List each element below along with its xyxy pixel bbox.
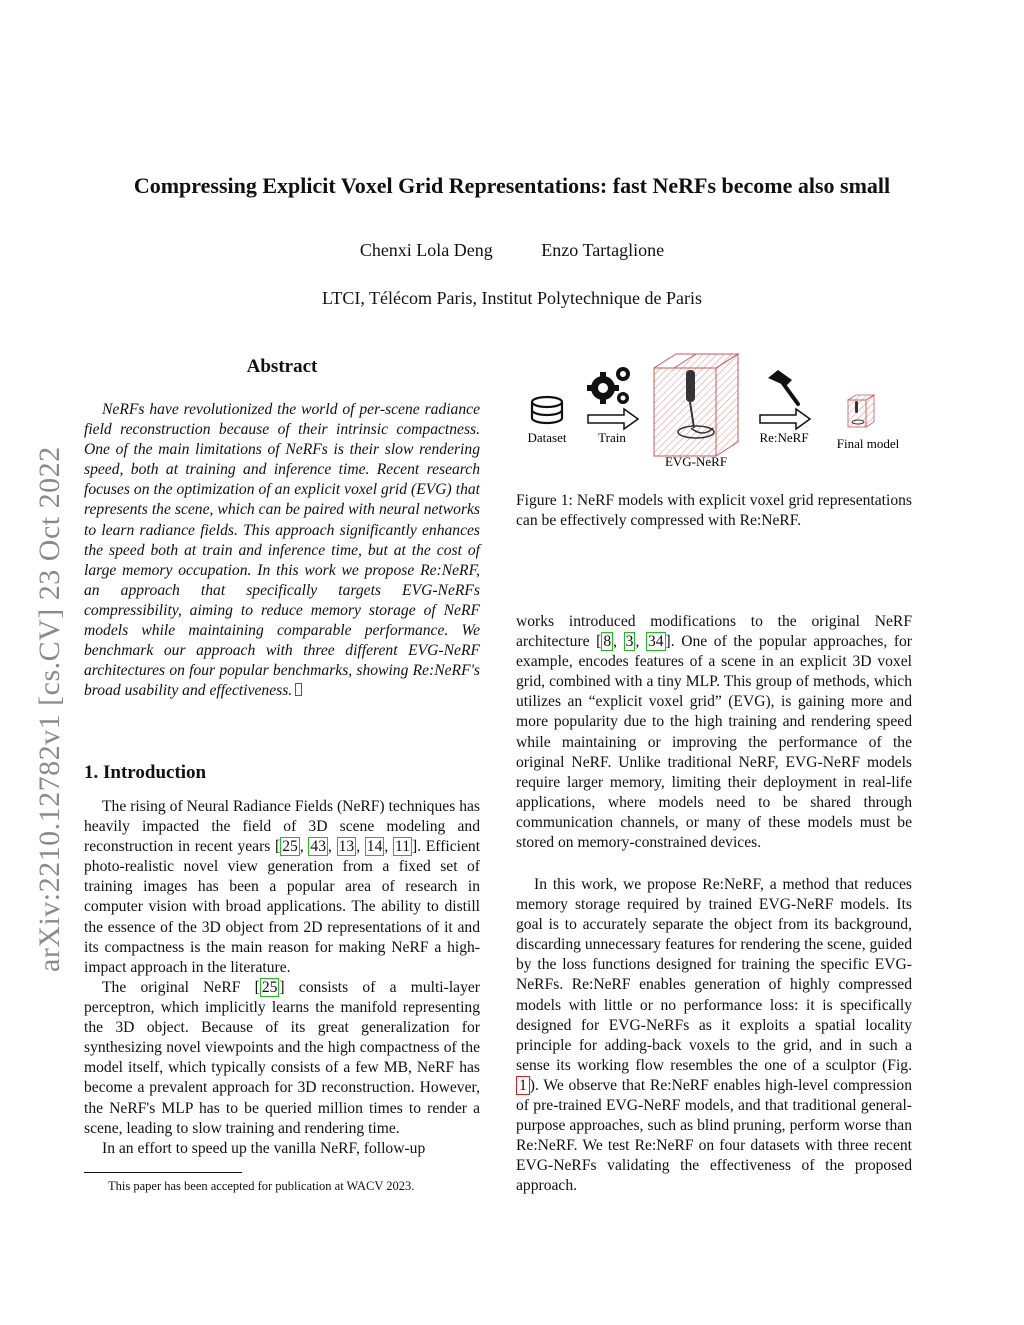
compressed-model-cube <box>848 395 874 427</box>
figure-1-diagram <box>516 350 916 475</box>
author-name: Chenxi Lola Deng <box>359 240 493 260</box>
right-paragraph-1: works introduced modifications to the original NeRF architecture [ 8 , 3 , 34 ]. One of the popular approaches, for example, encodes features of a scene in an explicit 3D voxel grid, combined with a tiny MLP. This group of methods, which utilizes an “explicit voxel grid” (EVG), is gaining more and more popularity due to the high training and rendering speed while maintaining or improving the performance of the original NeRF. Unlike traditional NeRF, EVG-NeRF models require larger memory, limiting their deployment in real-life applications, where models need to be shared through communication channels, or many of these models must be stored on memory-constrained devices. <box>516 613 912 852</box>
abstract-heading: Abstract <box>246 356 318 377</box>
figure-1 <box>516 350 916 475</box>
figure-label-dataset: Dataset <box>527 430 567 445</box>
right-paragraph-2: In this work, we propose Re:NeRF, a method that reduces memory storage required by trained EVG-NeRF models. Its goal is to accurately separate the object from its background, discarding unnecessary features for rendering the scene, guided by the loss functions designed for training the specific EVG-NeRFs. Re:NeRF enables generation of highly compressed models with little or no performance loss: it is specifically designed for EVG-NeRFs as it exploits a spatial locality principle for adding-back voxels to the grid, and in such a sense its working flow resembles the one of a sculptor (Fig. 1 ). We observe that Re:NeRF enables high-level compression of pre-trained EVG-NeRF models, and that traditional general-purpose approaches, such as blind pruning, perform worse than Re:NeRF. We test Re:NeRF on four datasets with three recent EVG-NeRFs validating the effectiveness of the proposed approach. <box>516 876 912 1195</box>
figure-1-caption: Figure 1: NeRF models with explicit voxel grid representations can be effectively compressed with Re:NeRF. <box>516 492 912 530</box>
footnote-text: This paper has been accepted for publication at WACV 2023. <box>108 1179 415 1193</box>
arrow-right-icon <box>588 409 638 429</box>
figure-label-final-model: Final model <box>836 436 900 451</box>
author-list <box>0 240 1024 261</box>
footnote-rule <box>84 1172 242 1173</box>
citation-link[interactable]: 34 <box>647 633 664 651</box>
arxiv-id: arXiv:2210.12782v1 [cs.CV] 23 Oct 2022 <box>33 446 66 972</box>
gears-icon <box>587 367 630 404</box>
abstract-text: NeRFs have revolutionized the world of per-scene radiance field reconstruction because of their intrinsic compactness. One of the main limitations of NeRFs is their slow rendering speed, both at training and inference time. Recent research focuses on the optimization of an explicit voxel grid (EVG) that represents the scene, which can be paired with neural networks to learn radiance fields. This approach significantly enhances the speed both at train and inference time, but at the cost of large memory occupation. In this work we propose Re:NeRF, an approach that specifically targets EVG-NeRFs compressibility, aiming to reduce memory storage of NeRF models while maintaining comparable performance. We benchmark our approach with three different EVG-NeRF architectures on four popular benchmarks, showing Re:NeRF's broad usability and effectiveness. <box>84 401 480 700</box>
abstract-body <box>84 400 480 701</box>
citation-link[interactable]: 8 <box>603 633 612 651</box>
citation-link[interactable]: 43 <box>310 838 327 856</box>
citation-link[interactable]: 25 <box>282 838 298 856</box>
citation-link[interactable]: 11 <box>394 838 410 856</box>
citation-link[interactable]: 14 <box>366 838 383 856</box>
database-icon <box>532 397 562 423</box>
figure-label-train: Train <box>598 430 626 445</box>
intro-paragraph-2: The original NeRF [ 25 ] consists of a multi-layer perceptron, which implicitly learns the manifold representing the 3D object. Because of its great generalization for synthesizing novel viewpoints and the high compactness of the model itself, which typically consists of a few MB, NeRF has become a prevalent approach for 3D reconstruction. However, the NeRF's MLP has to be queried million times to render a scene, leading to slow training and rendering time. <box>84 979 480 1137</box>
arxiv-stamp <box>30 352 70 972</box>
author-name: Enzo Tartaglione <box>541 240 665 260</box>
intro-paragraph-3: In an effort to speed up the vanilla NeRF, follow-up <box>102 1140 426 1157</box>
paper-title: Compressing Explicit Voxel Grid Representations: fast NeRFs become also small <box>133 173 891 198</box>
intro-paragraph-1: The rising of Neural Radiance Fields (NeRF) techniques has heavily impacted the field of 3D scene modeling and reconstruction in recent years [ 25 , 43 , 13 , 14 , 11 ]. Efficient photo-realistic novel view generation from a fixed set of training images has been a popular area of research in computer vision with broad applications. The ability to distill the essence of the 3D object from 2D representations of it and its compactness is the main reason for making NeRF a high-impact approach in the literature. <box>84 798 481 976</box>
figure-reference-link[interactable]: 1 <box>516 1076 530 1095</box>
figure-label-evg-nerf: EVG-NeRF <box>664 454 728 469</box>
citation-link[interactable]: 13 <box>338 838 355 856</box>
affiliation: LTCI, Télécom Paris, Institut Polytechnique de Paris <box>322 288 702 308</box>
arrow-right-icon <box>760 409 810 429</box>
footnote-marker[interactable] <box>295 683 302 696</box>
section-heading-introduction: 1. Introduction <box>84 762 207 783</box>
citation-link[interactable]: 3 <box>625 633 634 651</box>
figure-label-renerf: Re:NeRF <box>759 430 809 445</box>
citation-link[interactable]: 25 <box>261 979 278 996</box>
hammer-icon <box>768 370 798 404</box>
voxel-grid-cube <box>654 354 738 456</box>
